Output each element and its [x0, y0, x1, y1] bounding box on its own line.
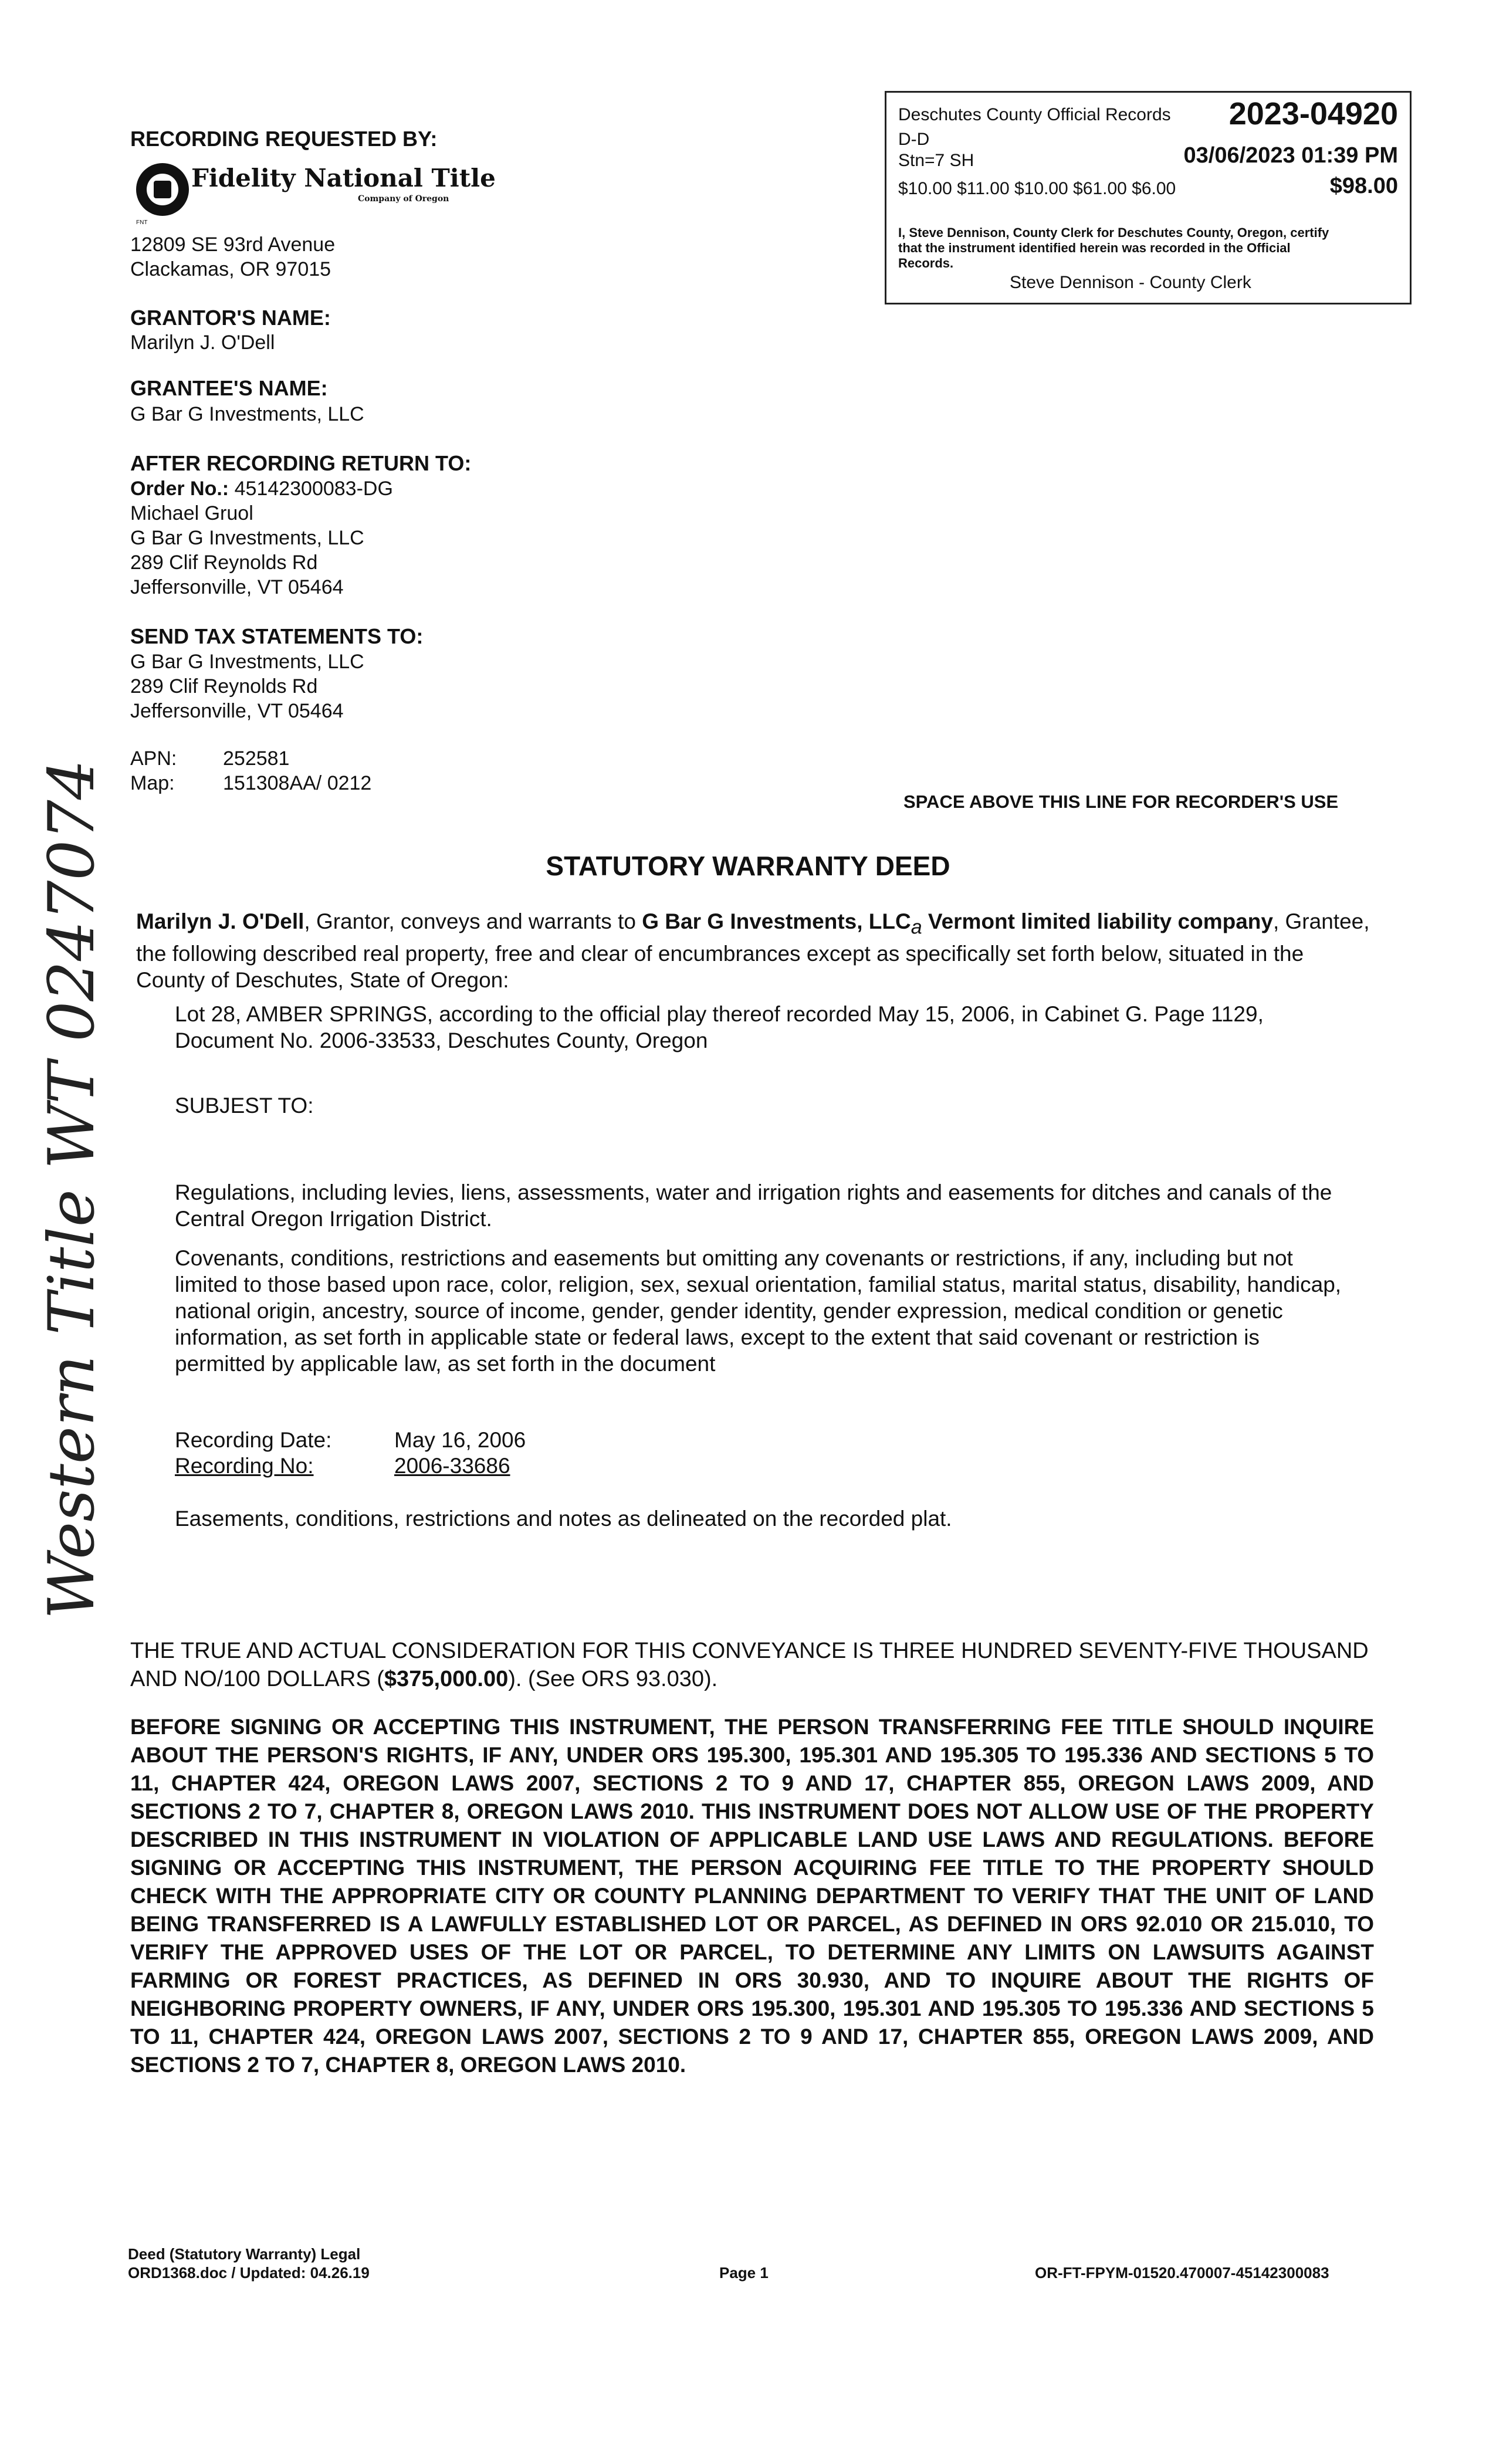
apn-label: APN:	[130, 747, 177, 770]
tax-line: G Bar G Investments, LLC	[130, 651, 364, 673]
recorder-total: $98.00	[1329, 174, 1398, 198]
recording-requested-by-label: RECORDING REQUESTED BY:	[130, 127, 438, 151]
grantee-name: G Bar G Investments, LLC	[130, 403, 364, 425]
footer-form-line-1: Deed (Statutory Warranty) Legal	[128, 2245, 361, 2263]
intro-text-2: , Grantee, the following described real property, free and clear of encumbrances except as specifically set forth below, situated in the County of Deschutes, State of Oregon:	[136, 909, 1370, 993]
conveyance-paragraph	[136, 908, 1374, 993]
grantor-bold: Marilyn J. O'Dell	[136, 909, 304, 933]
intro-text-1: , Grantor, conveys and warrants to	[304, 909, 642, 933]
consideration-text-2: ). (See ORS 93.030).	[508, 1667, 718, 1691]
statutory-notice: BEFORE SIGNING OR ACCEPTING THIS INSTRUMENT, THE PERSON TRANSFERRING FEE TITLE SHOULD INQUIRE ABOUT THE PERSON'S RIGHTS, IF ANY, UNDER ORS 195.300, 195.301 AND 195.305 TO 195.336 AND SECTIONS 5 TO 11, CHAPTER 424, OREGON LAWS 2007, SECTIONS 2 TO 9 AND 17, CHAPTER 855, OREGON LAWS 2009, AND SECTIONS 2 TO 7, CHAPTER 8, OREGON LAWS 2010. THIS INSTRUMENT DOES NOT ALLOW USE OF THE PROPERTY DESCRIBED IN THIS INSTRUMENT IN VIOLATION OF APPLICABLE LAND USE LAWS AND REGULATIONS. BEFORE SIGNING OR ACCEPTING THIS INSTRUMENT, THE PERSON ACQUIRING FEE TITLE TO THE PROPERTY SHOULD CHECK WITH THE APPROPRIATE CITY OR COUNTY PLANNING DEPARTMENT TO VERIFY THAT THE UNIT OF LAND BEING TRANSFERRED IS A LAWFULLY ESTABLISHED LOT OR PARCEL, AS DEFINED IN ORS 92.010 OR 215.010, TO VERIFY THE APPROVED USES OF THE LOT OR PARCEL, TO DETERMINE ANY LIMITS ON LAWSUITS AGAINST FARMING OR FOREST PRACTICES, AS DEFINED IN ORS 30.930, AND TO INQUIRE ABOUT THE RIGHTS OF NEIGHBORING PROPERTY OWNERS, IF ANY, UNDER ORS 195.300, 195.301 AND 195.305 TO 195.336 AND SECTIONS 5 TO 11, CHAPTER 424, OREGON LAWS 2007, SECTIONS 2 TO 9 AND 17, CHAPTER 855, OREGON LAWS 2009, AND SECTIONS 2 TO 7, CHAPTER 8, OREGON LAWS 2010.	[130, 1715, 1374, 2077]
consideration-text-1: THE TRUE AND ACTUAL CONSIDERATION FOR THIS CONVEYANCE IS THREE HUNDRED SEVENTY-FIVE THOUSAND AND NO/100 DOLLARS (	[130, 1639, 1369, 1691]
subject-to-heading: SUBJEST TO:	[175, 1094, 314, 1118]
exception-plat: Easements, conditions, restrictions and notes as delineated on the recorded plat.	[175, 1507, 952, 1531]
tax-line: 289 Clif Reynolds Rd	[130, 675, 318, 698]
footer-form-line-2: ORD1368.doc / Updated: 04.26.19	[128, 2264, 370, 2282]
return-line: Jeffersonville, VT 05464	[130, 576, 344, 598]
grantor-label: GRANTOR'S NAME:	[130, 306, 331, 330]
apn-value: 252581	[223, 747, 290, 770]
recording-date-value: May 16, 2006	[394, 1428, 526, 1452]
footer-page-number: Page 1	[719, 2264, 769, 2282]
order-number: 45142300083-DG	[234, 478, 393, 500]
consideration-amount: $375,000.00	[384, 1667, 509, 1691]
grantee-bold: G Bar G Investments, LLC	[642, 909, 911, 933]
grantor-name: Marilyn J. O'Dell	[130, 331, 275, 354]
return-line: Michael Gruol	[130, 502, 253, 524]
recording-date-label: Recording Date:	[175, 1428, 332, 1452]
recorder-stamp-box	[885, 91, 1412, 304]
recorder-use-notice: SPACE ABOVE THIS LINE FOR RECORDER'S USE	[903, 791, 1339, 812]
return-line: G Bar G Investments, LLC	[130, 527, 364, 549]
recorder-fees: $10.00 $11.00 $10.00 $61.00 $6.00	[898, 179, 1176, 198]
requester-address-2: Clackamas, OR 97015	[130, 258, 331, 280]
footer-doc-reference: OR-FT-FPYM-01520.470007-45142300083	[1035, 2264, 1329, 2282]
logo-name: Fidelity National Title	[191, 164, 496, 192]
recorder-type: D-D	[898, 130, 930, 149]
legal-description: Lot 28, AMBER SPRINGS, according to the official play thereof recorded May 15, 2006, in Cabinet G. Page 1129, Document No. 2006-33533, Deschutes County, Oregon	[175, 1002, 1264, 1052]
map-label: Map:	[130, 772, 175, 794]
recording-no-label: Recording No:	[175, 1454, 314, 1478]
return-to-label: AFTER RECORDING RETURN TO:	[130, 451, 472, 475]
recorder-certification: I, Steve Dennison, County Clerk for Deschutes County, Oregon, certify that the instrument identified herein was recorded in the Official Records.	[898, 225, 1329, 270]
handwritten-note: Western Title WT 0247074	[35, 759, 109, 1619]
order-line	[130, 476, 393, 501]
logo-subtitle: Company of Oregon	[358, 194, 449, 204]
recorder-datetime: 03/06/2023 01:39 PM	[1183, 143, 1398, 168]
return-line: 289 Clif Reynolds Rd	[130, 551, 318, 574]
tax-statements-label: SEND TAX STATEMENTS TO:	[130, 624, 424, 648]
recorder-office: Deschutes County Official Records	[898, 105, 1171, 124]
recorder-station: Stn=7 SH	[898, 151, 974, 170]
insert-mark: a	[911, 916, 922, 939]
order-label: Order No.:	[130, 478, 229, 500]
consideration-paragraph	[130, 1637, 1374, 1693]
tax-line: Jeffersonville, VT 05464	[130, 700, 344, 722]
requester-address-1: 12809 SE 93rd Avenue	[130, 233, 336, 256]
page-title: STATUTORY WARRANTY DEED	[546, 851, 950, 881]
recorder-doc-number: 2023-04920	[1228, 96, 1398, 131]
fidelity-logo-icon: FNT	[136, 163, 189, 216]
recorder-clerk: Steve Dennison - County Clerk	[1010, 273, 1251, 292]
map-value: 151308AA/ 0212	[223, 772, 372, 794]
exception-covenants: Covenants, conditions, restrictions and easements but omitting any covenants or restrictions, if any, including but not limited to those based upon race, color, religion, sex, sexual orientation, familial status, marital status, disability, handicap, national origin, ancestry, source of income, gender, gender identity, gender expression, medical condition or genetic information, as set forth in applicable state or federal laws, except to the extent that said covenant or restriction is permitted by applicable law, as set forth in the document	[175, 1246, 1342, 1376]
grantee-label: GRANTEE'S NAME:	[130, 376, 328, 400]
recording-no-value: 2006-33686	[394, 1454, 510, 1478]
exception-regulations: Regulations, including levies, liens, assessments, water and irrigation rights and easements for ditches and canals of the Central Oregon Irrigation District.	[175, 1180, 1332, 1231]
grantee-type-bold: Vermont limited liability company	[922, 909, 1273, 933]
